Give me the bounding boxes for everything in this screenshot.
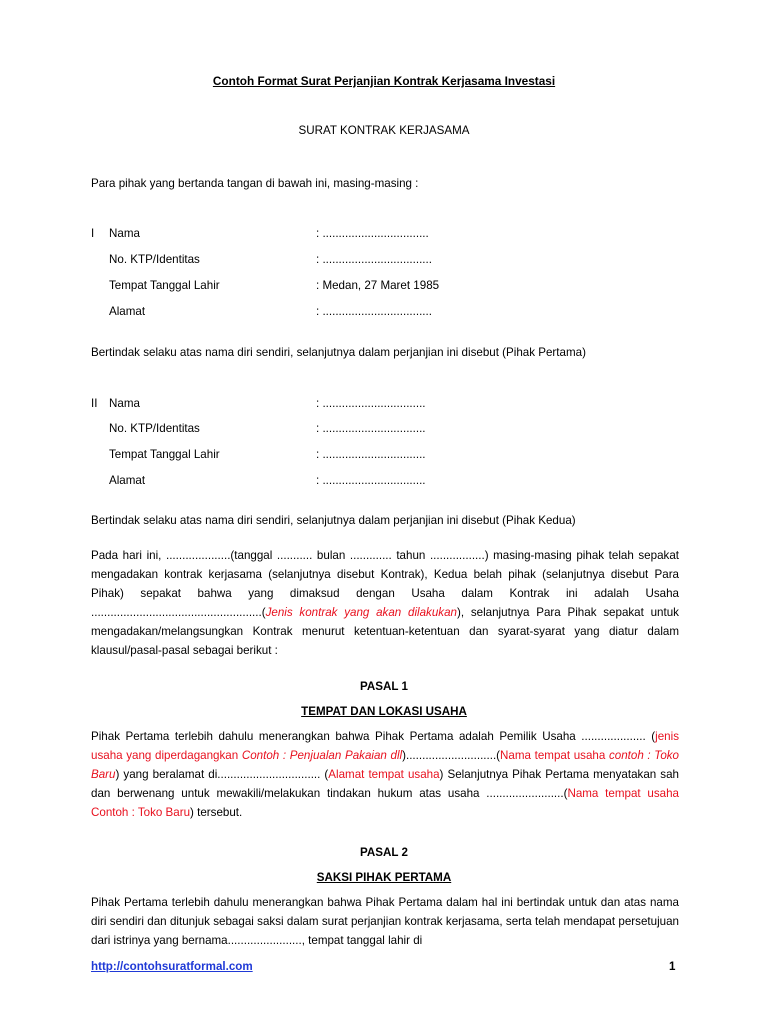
- field-label: No. KTP/Identitas: [109, 253, 200, 266]
- party-2-statement: Bertindak selaku atas nama diri sendiri, selanjutnya dalam perjanjian ini disebut (Pihak Kedua): [91, 514, 576, 527]
- party-2-address-row: [91, 474, 651, 490]
- pasal-1-text-1: Pihak Pertama terlebih dahulu menerangkan bahwa Pihak Pertama adalah Pemilik Usaha .................... (: [91, 730, 656, 743]
- store-name-placeholder: Nama tempat usaha: [500, 749, 609, 762]
- field-label: Nama: [109, 397, 140, 410]
- store-address-placeholder: Alamat tempat usaha: [328, 768, 440, 781]
- pasal-2-paragraph: Pihak Pertama terlebih dahulu menerangkan bahwa Pihak Pertama dalam hal ini bertindak untuk dan atas nama diri sendiri dan ditunjuk sebagai saksi dalam surat perjanjian kontrak kerjasama, serta telah mendapat persetujuan dari istrinya yang bernama......................., tempat tanggal lahir di: [91, 896, 679, 947]
- party-1-statement: Bertindak selaku atas nama diri sendiri, selanjutnya dalam perjanjian ini disebut (Pihak Pertama): [91, 346, 586, 359]
- party-1-number: I: [91, 227, 95, 240]
- pasal-2-heading: PASAL 2: [360, 846, 408, 859]
- field-value: : ................................: [316, 448, 426, 461]
- party-1-birth-row: [91, 279, 651, 295]
- intro-text: Para pihak yang bertanda tangan di bawah ini, masing-masing :: [91, 177, 419, 190]
- opening-paragraph: [91, 546, 679, 660]
- pasal-2-subheading: SAKSI PIHAK PERTAMA: [316, 871, 452, 884]
- field-value: : ................................: [316, 422, 426, 435]
- party-2-birth-row: [91, 448, 651, 464]
- pasal-1-heading: PASAL 1: [360, 680, 408, 693]
- pasal-1-text-4: ) Selanjutnya Pihak Pertama menyatakan sah dan berwenang untuk mewakili/melakukan tindakan hukum atas usaha ........................(: [91, 768, 679, 800]
- pasal-1-text-5: ) tersebut.: [190, 806, 243, 819]
- field-label: Alamat: [109, 474, 146, 487]
- field-label: Alamat: [109, 305, 146, 318]
- pasal-1-text-3: ) yang beralamat di................................ (: [115, 768, 329, 781]
- store-name-example: contoh : Toko Baru: [91, 749, 680, 781]
- pasal-1-subheading: TEMPAT DAN LOKASI USAHA: [301, 705, 467, 718]
- field-value: : ................................: [316, 397, 426, 410]
- opening-text-a: Pada hari ini, ....................(tanggal ........... bulan ............. tahun .................) masing-masing pihak telah sepakat mengadakan kontrak kerjasama (selanjutnya disebut Kontrak), Kedua belah pihak (selanjutnya disebut Para Pihak) sepakat bahwa yang dimaksud dengan Usaha dalam Kontrak ini adalah Usaha .....................................................(: [91, 549, 679, 619]
- pasal-1-paragraph: [91, 727, 679, 822]
- field-label: Tempat Tanggal Lahir: [109, 448, 220, 461]
- field-label: Nama: [109, 227, 140, 240]
- document-title: Contoh Format Surat Perjanjian Kontrak Kerjasama Investasi: [212, 74, 556, 88]
- field-label: Tempat Tanggal Lahir: [109, 279, 220, 292]
- contract-type-placeholder: Jenis kontrak yang akan dilakukan: [265, 606, 457, 619]
- party-2-ktp-row: [91, 422, 651, 438]
- field-value: : .................................: [316, 227, 429, 240]
- field-label: No. KTP/Identitas: [109, 422, 200, 435]
- field-value: : ..................................: [316, 305, 432, 318]
- party-1-ktp-row: [91, 253, 651, 269]
- document-subtitle: SURAT KONTRAK KERJASAMA: [298, 124, 470, 137]
- business-type-example: Contoh : Penjualan Pakaian dll: [241, 749, 403, 762]
- page-number: 1: [669, 960, 676, 973]
- opening-text-b: ), selanjutnya Para Pihak sepakat untuk mengadakan/melangsungkan Kontrak menurut ketentuan-ketentuan dan syarat-syarat yang diatur dalam klausul/pasal-pasal sebagai berikut :: [91, 606, 679, 657]
- field-value: : Medan, 27 Maret 1985: [316, 279, 440, 292]
- party-2-number: II: [91, 397, 98, 410]
- party-2-name-row: [91, 397, 651, 413]
- field-value: : ................................: [316, 474, 426, 487]
- party-1-name-row: [91, 227, 651, 243]
- business-type-placeholder: jenis usaha yang diperdagangkan: [91, 730, 679, 762]
- field-value: : ..................................: [316, 253, 432, 266]
- store-name-placeholder-2: Nama tempat usaha Contoh : Toko Baru: [91, 787, 679, 819]
- pasal-1-text-2: )............................(: [402, 749, 501, 762]
- footer-link[interactable]: http://contohsuratformal.com: [91, 960, 253, 973]
- party-1-address-row: [91, 305, 651, 321]
